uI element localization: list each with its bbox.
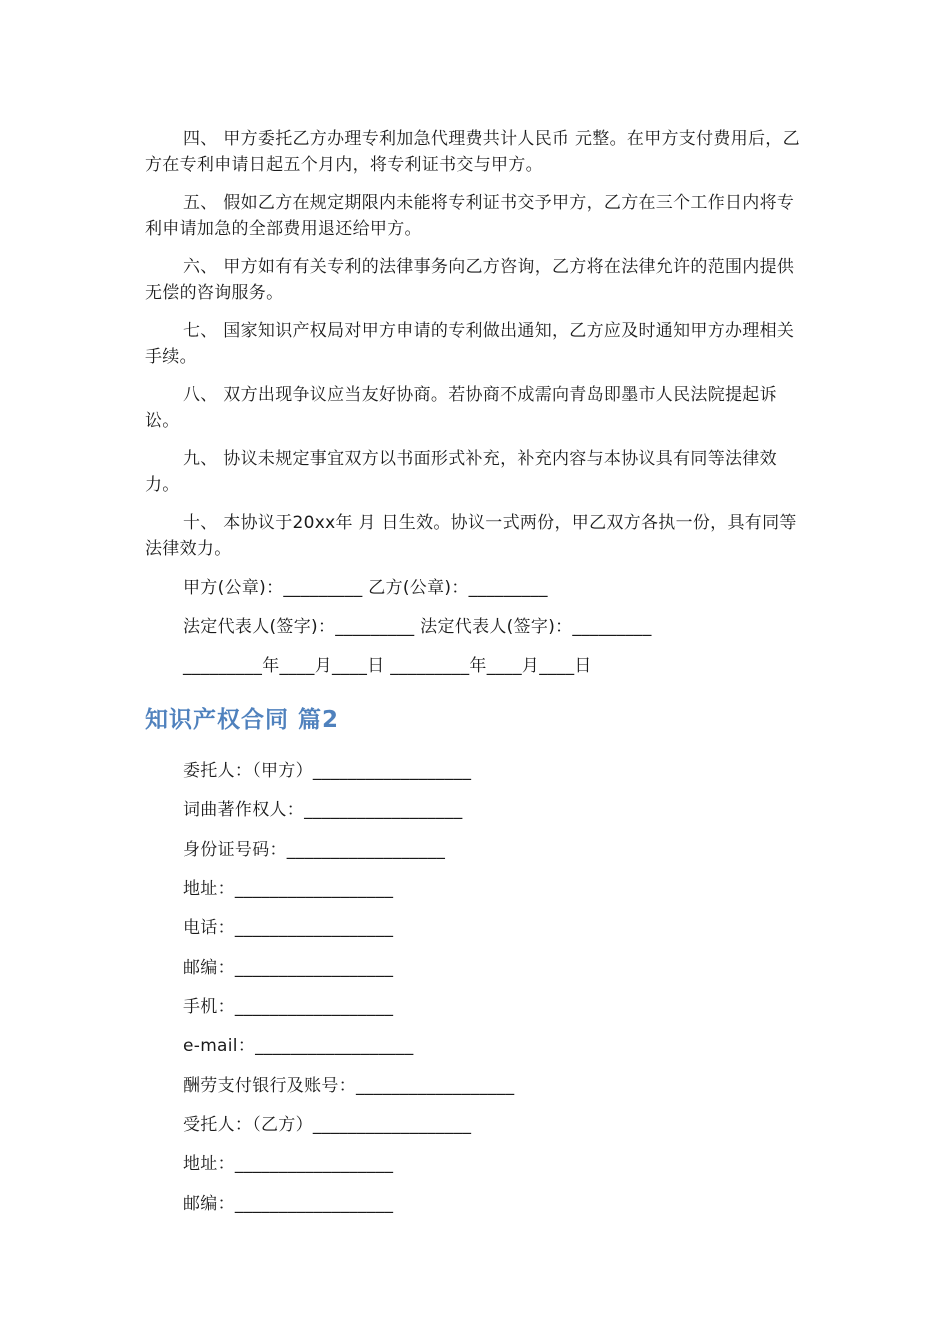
field-bank-account: 酬劳支付银行及账号：__________________ [183,1076,515,1096]
clause-9: 九、 协议未规定事宜双方以书面形式补充，补充内容与本协议具有同等法律效力。 [145,449,777,495]
clause-4: 四、 甲方委托乙方办理专利加急代理费共计人民币 元整。在甲方支付费用后，乙方在专利申请日起五个月内，将专利证书交与甲方。 [145,129,800,175]
field-address: 地址：__________________ [183,879,394,899]
field-id-number: 身份证号码：__________________ [183,840,446,860]
field-trustee-postcode: 邮编：__________________ [183,1194,394,1214]
field-email: e-mail：__________________ [183,1036,414,1056]
section-2-title: 知识产权合同 篇2 [145,707,340,733]
signature-representatives: 法定代表人(签字)：_________ 法定代表人(签字)：_________ [183,617,652,637]
field-mobile: 手机：__________________ [183,997,394,1017]
clause-8: 八、 双方出现争议应当友好协商。若协商不成需向青岛即墨市人民法院提起诉讼。 [145,385,777,431]
signature-dates: _________年____月____日 _________年____月____日 [183,656,592,676]
clause-6: 六、 甲方如有有关专利的法律事务向乙方咨询，乙方将在法律允许的范围内提供无偿的咨询服务。 [145,257,795,303]
field-phone: 电话：__________________ [183,918,394,938]
signature-seals: 甲方(公章)：_________ 乙方(公章)：_________ [183,578,548,598]
field-postcode: 邮编：__________________ [183,958,394,978]
field-trustee: 受托人：（乙方）__________________ [183,1115,472,1135]
field-copyright-holder: 词曲著作权人：__________________ [183,800,463,820]
clause-7: 七、 国家知识产权局对甲方申请的专利做出通知，乙方应及时通知甲方办理相关手续。 [145,321,795,367]
clause-5: 五、 假如乙方在规定期限内未能将专利证书交予甲方，乙方在三个工作日内将专利申请加急的全部费用退还给甲方。 [145,193,795,239]
field-trustee-address: 地址：__________________ [183,1154,394,1174]
field-client: 委托人：（甲方）__________________ [183,761,472,781]
clause-10: 十、 本协议于20xx年 月 日生效。协议一式两份，甲乙双方各执一份，具有同等法律效力。 [145,513,797,559]
